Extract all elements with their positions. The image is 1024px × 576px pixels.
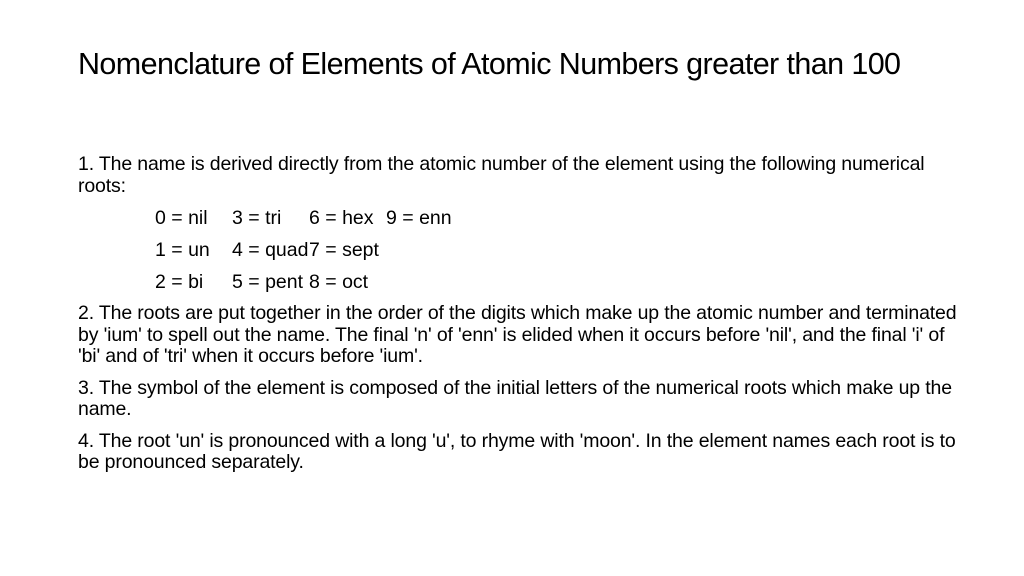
root-cell bbox=[386, 239, 506, 271]
root-cell: 7 = sept bbox=[309, 239, 379, 261]
root-cell: 4 = quad bbox=[232, 239, 309, 261]
root-cell: 0 = nil bbox=[155, 207, 208, 229]
point-2: 2. The roots are put together in the order of the digits which make up the atomic number and terminated by 'ium' to spell out the name. The final 'n' of 'enn' is elided when it occurs before 'nil', and the final 'i' of 'bi' and of 'tri' when it occurs before 'ium'. bbox=[78, 302, 957, 367]
root-cell: 3 = tri bbox=[232, 207, 282, 229]
point-3: 3. The symbol of the element is composed of the initial letters of the numerical roots which make up the name. bbox=[78, 376, 952, 420]
slide-title: Nomenclature of Elements of Atomic Numbers greater than 100 bbox=[78, 47, 901, 81]
root-cell: 6 = hex bbox=[309, 207, 374, 229]
numerical-roots-table bbox=[155, 207, 958, 303]
point-4: 4. The root 'un' is pronounced with a long 'u', to rhyme with 'moon'. In the element names each root is to be pronounced separately. bbox=[78, 429, 956, 473]
root-cell: 9 = enn bbox=[386, 207, 452, 229]
roots-row bbox=[155, 271, 958, 303]
roots-row bbox=[155, 239, 958, 271]
root-cell: 8 = oct bbox=[309, 271, 369, 293]
root-cell: 5 = pent bbox=[232, 271, 304, 293]
slide-body bbox=[78, 154, 958, 474]
roots-row bbox=[155, 207, 958, 239]
root-cell: 2 = bi bbox=[155, 271, 204, 293]
root-cell bbox=[386, 271, 506, 303]
root-cell: 1 = un bbox=[155, 239, 210, 261]
point-1: 1. The name is derived directly from the atomic number of the element using the following numerical roots: bbox=[78, 153, 925, 197]
